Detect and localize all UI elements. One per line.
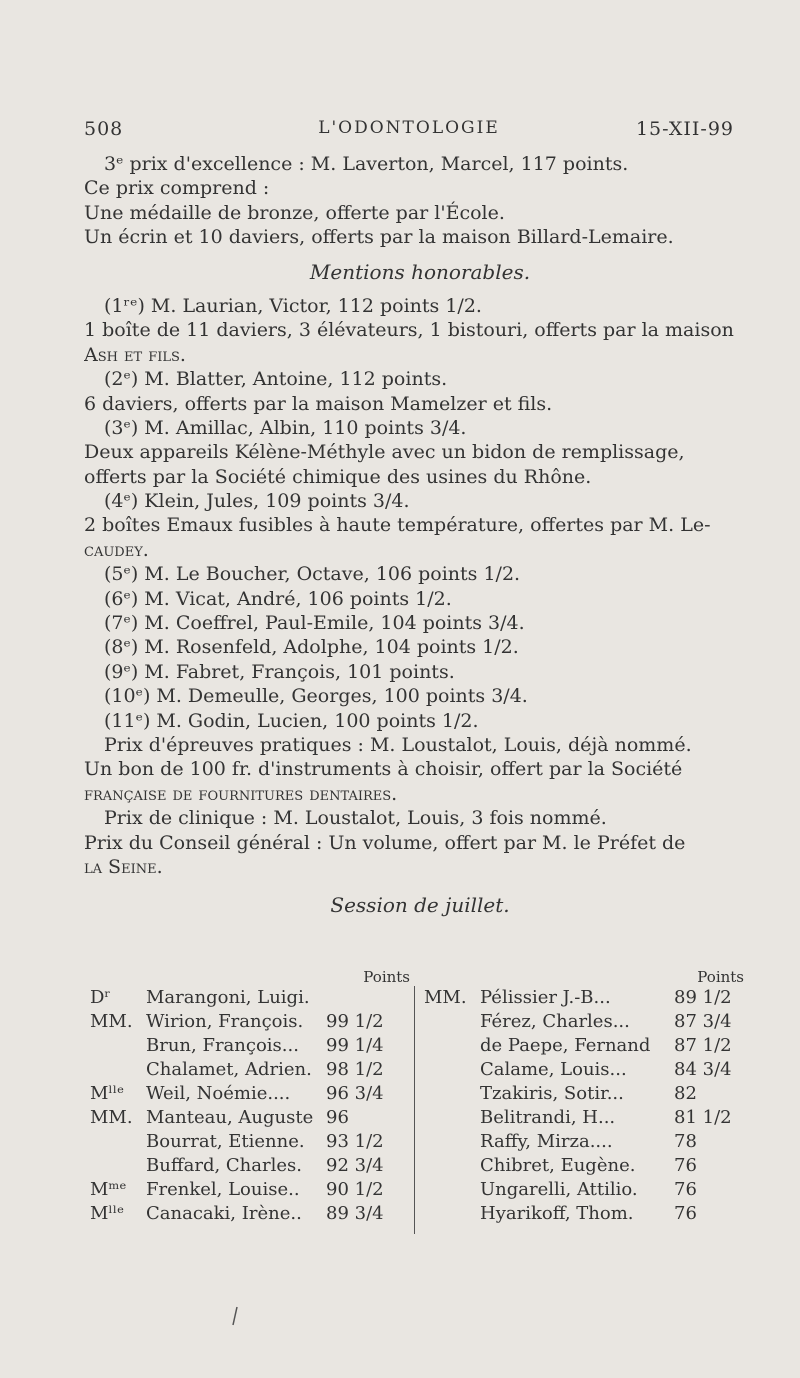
text-line: 2 boîtes Emaux fusibles à haute température, offertes par M. Le-	[84, 514, 711, 537]
text-line: Prix de clinique : M. Loustalot, Louis, 3 fois nommé.	[104, 807, 607, 830]
section-heading: Mentions honorables.	[309, 259, 531, 284]
section-heading: Session de juillet.	[330, 893, 510, 918]
title-cell: Mˡˡᵉ	[90, 1083, 125, 1104]
text-line: la Seine.	[84, 855, 163, 878]
text-line: Un écrin et 10 daviers, offerts par la maison Billard-Lemaire.	[84, 226, 674, 249]
text-line: française de fournitures dentaires.	[84, 782, 398, 805]
table-row	[90, 1034, 410, 1058]
ink-mark	[232, 1306, 238, 1326]
table-row	[424, 1202, 744, 1226]
text-line: 1 boîte de 11 daviers, 3 élévateurs, 1 bistouri, offerts par la maison	[84, 319, 734, 342]
table-row	[424, 1082, 744, 1106]
name-cell: Chibret, Eugène.	[480, 1155, 636, 1176]
name-cell: de Paepe, Fernand	[480, 1035, 651, 1056]
name-cell: Marangoni, Luigi.	[146, 987, 310, 1008]
points-cell: 92 3/4	[326, 1155, 384, 1176]
points-cell: 87 1/2	[674, 1035, 732, 1056]
text-line: (7ᵉ) M. Coeffrel, Paul-Emile, 104 points 3/4.	[104, 612, 525, 635]
name-cell: Ungarelli, Attilio.	[480, 1179, 638, 1200]
text-line: (11ᵉ) M. Godin, Lucien, 100 points 1/2.	[104, 709, 479, 732]
title-cell: Mˡˡᵉ	[90, 1203, 125, 1224]
text-line: caudey.	[84, 538, 149, 561]
text-line: (1ʳᵉ) M. Laurian, Victor, 112 points 1/2.	[104, 294, 482, 317]
issue-date: 15-XII-99	[635, 118, 734, 140]
points-cell: 81 1/2	[674, 1107, 732, 1128]
table-row	[424, 1034, 744, 1058]
name-cell: Hyarikoff, Thom.	[480, 1203, 634, 1224]
points-cell: 90 1/2	[326, 1179, 384, 1200]
name-cell: Belitrandi, H...	[480, 1107, 616, 1128]
name-cell: Frenkel, Louise..	[146, 1179, 300, 1200]
table-row	[424, 1010, 744, 1034]
points-cell: 96 3/4	[326, 1083, 384, 1104]
text-line: (4ᵉ) Klein, Jules, 109 points 3/4.	[104, 490, 410, 513]
points-cell: 99 1/4	[326, 1035, 384, 1056]
text-line: 3ᵉ prix d'excellence : M. Laverton, Marcel, 117 points.	[104, 153, 629, 175]
table-row	[90, 1010, 410, 1034]
text-line: (5ᵉ) M. Le Boucher, Octave, 106 points 1/2.	[104, 563, 521, 586]
name-cell: Brun, François...	[146, 1035, 299, 1056]
points-cell: 76	[674, 1203, 697, 1224]
points-cell: 89 1/2	[674, 987, 732, 1008]
table-row	[90, 986, 410, 1010]
points-cell: 89 3/4	[326, 1203, 384, 1224]
results-table	[90, 968, 742, 1258]
points-cell: 78	[674, 1131, 697, 1152]
table-row	[424, 1106, 744, 1130]
name-cell: Pélissier J.-B...	[480, 987, 611, 1008]
points-cell: 98 1/2	[326, 1059, 384, 1080]
table-row	[424, 1178, 744, 1202]
page-number: 508	[84, 118, 124, 140]
table-row	[90, 1106, 410, 1130]
points-cell: 96	[326, 1107, 349, 1128]
points-cell: 82	[674, 1083, 697, 1104]
title-cell: MM.	[424, 987, 467, 1008]
column-divider	[414, 986, 415, 1234]
text-line: Deux appareils Kélène-Méthyle avec un bidon de remplissage,	[84, 441, 685, 464]
text-line: Ce prix comprend :	[84, 177, 270, 200]
results-column-left	[90, 968, 410, 1226]
text-line: (6ᵉ) M. Vicat, André, 106 points 1/2.	[104, 587, 452, 610]
name-cell: Manteau, Auguste	[146, 1107, 314, 1128]
text-line: (10ᵉ) M. Demeulle, Georges, 100 points 3/4.	[104, 685, 528, 708]
points-cell: 76	[674, 1179, 697, 1200]
points-cell: 99 1/2	[326, 1011, 384, 1032]
title-cell: Dʳ	[90, 987, 111, 1008]
points-cell: 93 1/2	[326, 1131, 384, 1152]
name-cell: Chalamet, Adrien.	[146, 1059, 312, 1080]
running-header	[84, 118, 734, 148]
points-cell: 87 3/4	[674, 1011, 732, 1032]
name-cell: Weil, Noémie....	[146, 1083, 291, 1104]
title-cell: MM.	[90, 1011, 133, 1032]
text-line: Prix d'épreuves pratiques : M. Loustalot, Louis, déjà nommé.	[104, 733, 692, 756]
points-cell: 76	[674, 1155, 697, 1176]
table-row	[90, 1178, 410, 1202]
name-cell: Férez, Charles...	[480, 1011, 630, 1032]
name-cell: Canacaki, Irène..	[146, 1203, 302, 1224]
title-cell: Mᵐᵉ	[90, 1179, 127, 1200]
text-line: (8ᵉ) M. Rosenfeld, Adolphe, 104 points 1/2.	[104, 636, 519, 659]
points-header: Points	[697, 968, 744, 986]
table-row	[90, 1202, 410, 1226]
name-cell: Wirion, François.	[146, 1011, 304, 1032]
text-line: 6 daviers, offerts par la maison Mamelzer et fils.	[84, 392, 553, 415]
results-column-right	[424, 968, 744, 1226]
name-cell: Buffard, Charles.	[146, 1155, 302, 1176]
name-cell: Tzakiris, Sotir...	[480, 1083, 624, 1104]
body-text	[84, 152, 736, 918]
title-cell: MM.	[90, 1107, 133, 1128]
points-header: Points	[363, 968, 410, 986]
name-cell: Calame, Louis...	[480, 1059, 627, 1080]
text-line: Ash et fils.	[84, 343, 186, 366]
table-row	[424, 1130, 744, 1154]
table-row	[424, 1058, 744, 1082]
table-row	[90, 1058, 410, 1082]
journal-title: L'ODONTOLOGIE	[318, 118, 500, 138]
table-row	[424, 1154, 744, 1178]
name-cell: Bourrat, Etienne.	[146, 1131, 305, 1152]
points-cell: 84 3/4	[674, 1059, 732, 1080]
table-row	[90, 1130, 410, 1154]
text-line: (9ᵉ) M. Fabret, François, 101 points.	[104, 660, 455, 683]
text-line: (3ᵉ) M. Amillac, Albin, 110 points 3/4.	[104, 416, 467, 439]
name-cell: Raffy, Mirza....	[480, 1131, 613, 1152]
text-line: Prix du Conseil général : Un volume, offert par M. le Préfet de	[84, 831, 686, 854]
table-row	[424, 986, 744, 1010]
table-row	[90, 1154, 410, 1178]
text-line: (2ᵉ) M. Blatter, Antoine, 112 points.	[104, 368, 448, 391]
text-line: Un bon de 100 fr. d'instruments à choisir, offert par la Société	[84, 758, 683, 781]
text-line: Une médaille de bronze, offerte par l'École.	[84, 201, 505, 224]
table-row	[90, 1082, 410, 1106]
text-line: offerts par la Société chimique des usines du Rhône.	[84, 465, 592, 488]
